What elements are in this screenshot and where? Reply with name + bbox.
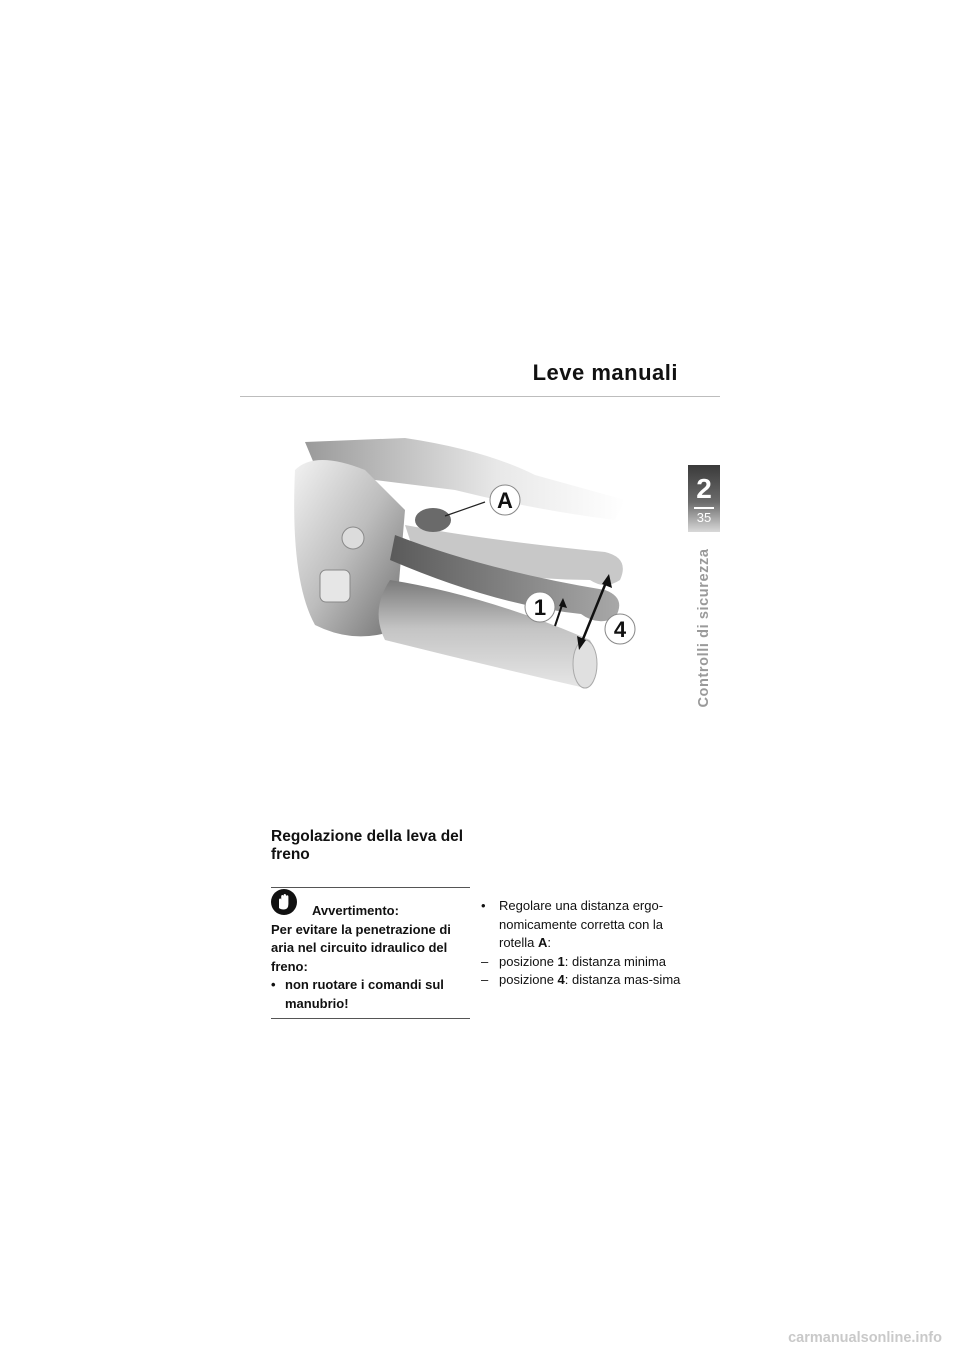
callout-a-line — [445, 502, 485, 516]
adjuster-wheel — [415, 508, 451, 532]
callout-1-label: 1 — [533, 595, 547, 620]
chapter-divider — [694, 507, 714, 509]
item-text-end: : — [547, 935, 552, 950]
chapter-side-title: Controlli di sicurezza — [696, 548, 712, 708]
callout-4-label: 4 — [613, 617, 627, 642]
warning-bullet — [271, 976, 470, 1013]
list-item — [481, 953, 686, 972]
callout-a-label: A — [497, 488, 513, 513]
page-number: 35 — [696, 510, 712, 525]
item-text-end: : distanza minima — [564, 953, 666, 969]
item-key: A — [538, 935, 548, 950]
item-text: Regolare una distanza ergo-nomicamente corretta con la rotella — [499, 898, 664, 950]
warning-label: Avvertimento: — [312, 903, 399, 918]
item-text-end: : distanza mas-sima — [564, 972, 681, 987]
title-divider — [240, 396, 720, 397]
chapter-number: 2 — [696, 473, 712, 504]
chapter-tab — [688, 465, 720, 532]
switch-knob — [342, 527, 364, 549]
warning-box — [271, 887, 470, 1019]
hand-stop-icon — [270, 888, 298, 916]
warning-bullet-text: non ruotare i comandi sul manubrio! — [285, 977, 444, 1011]
dash-mark: – — [481, 953, 489, 969]
warning-text: Per evitare la penetrazione di aria nel circuito idraulico del freno: — [271, 921, 451, 974]
item-text: posizione — [499, 972, 558, 987]
list-item — [481, 971, 686, 990]
dash-mark: – — [481, 972, 489, 987]
item-text: posizione — [499, 953, 558, 969]
item-key: 4 — [557, 972, 565, 987]
section-heading: Regolazione della leva del freno — [271, 828, 464, 863]
brake-lever-illustration — [285, 430, 645, 700]
page-title: Leve manuali — [532, 360, 678, 385]
item-key: 1 — [557, 953, 565, 969]
bullet-mark: • — [271, 977, 276, 992]
list-item — [481, 897, 686, 953]
bullet-mark: • — [481, 898, 486, 913]
grip-end — [573, 640, 597, 688]
switch-button — [320, 570, 350, 602]
instruction-list — [481, 897, 686, 990]
watermark: carmanualsonline.info — [788, 1330, 942, 1346]
